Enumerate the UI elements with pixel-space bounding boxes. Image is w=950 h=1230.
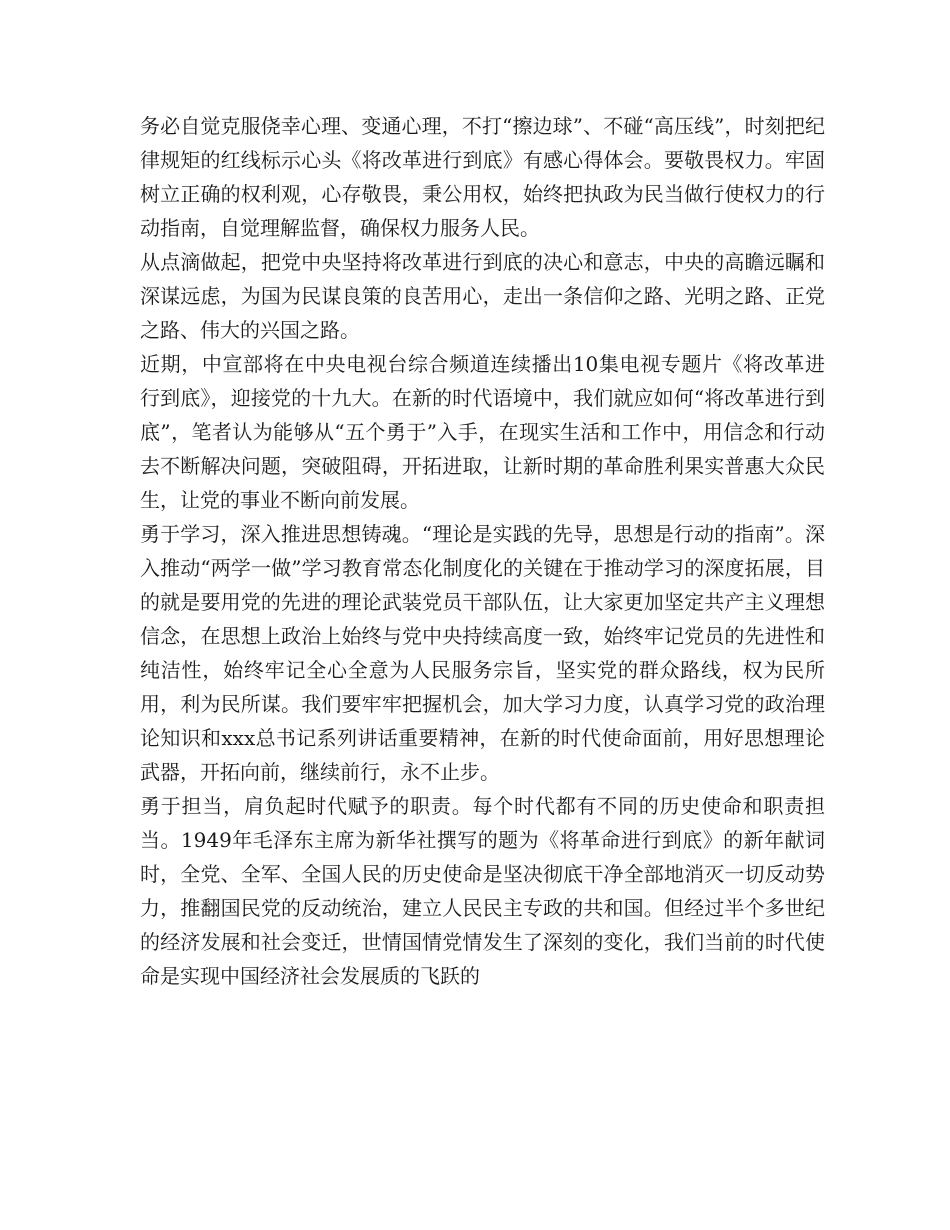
document-body — [140, 109, 825, 993]
paragraph-discipline: 务必自觉克服侥幸心理、变通心理，不打“擦边球”、不碰“高压线”，时刻把纪律规矩的红线标示心头《将改革进行到底》有感心得体会。要敬畏权力。牢固树立正确的权利观，心存敬畏，秉公用权，始终把执政为民当做行使权力的行动指南，自觉理解监督，确保权力服务人民。 — [140, 114, 825, 240]
paragraph-responsibility: 勇于担当，肩负起时代赋予的职责。每个时代都有不同的历史使命和职责担当。1949年毛泽东主席为新华社撰写的题为《将革命进行到底》的新年献词时，全党、全军、全国人民的历史使命是坚决彻底干净全部地消灭一切反动势力，推翻国民党的反动统治，建立人民民主专政的共和国。但经过半个多世纪的经济发展和社会变迁，世情国情党情发生了深刻的变化，我们当前的时代使命是实现中国经济社会发展质的飞跃的 — [140, 794, 825, 988]
paragraph-documentary: 近期，中宣部将在中央电视台综合频道连续播出10集电视专题片《将改革进行到底》，迎接党的十九大。在新的时代语境中，我们就应如何“将改革进行到底”，笔者认为能够从“五个勇于”入手，在现实生活和工作中，用信念和行动去不断解决问题，突破阻碍，开拓进取，让新时期的革命胜利果实普惠大众民生，让党的事业不断向前发展。 — [140, 352, 825, 512]
paragraph-study: 勇于学习，深入推进思想铸魂。“理论是实践的先导，思想是行动的指南”。深入推动“两学一做”学习教育常态化制度化的关键在于推动学习的深度拓展，目的就是要用党的先进的理论武装党员干部队伍，让大家更加坚定共产主义理想信念，在思想上政治上始终与党中央持续高度一致，始终牢记党员的先进性和纯洁性，始终牢记全心全意为人民服务宗旨，坚实党的群众路线，权为民所用，利为民所谋。我们要牢牢把握机会，加大学习力度，认真学习党的政治理论知识和xxx总书记系列讲话重要精神，在新的时代使命面前，用好思想理论武器，开拓向前，继续前行，永不止步。 — [140, 522, 825, 784]
paragraph-start-small: 从点滴做起，把党中央坚持将改革进行到底的决心和意志，中央的高瞻远瞩和深谋远虑，为国为民谋良策的良苦用心，走出一条信仰之路、光明之路、正党之路、伟大的兴国之路。 — [140, 250, 825, 342]
